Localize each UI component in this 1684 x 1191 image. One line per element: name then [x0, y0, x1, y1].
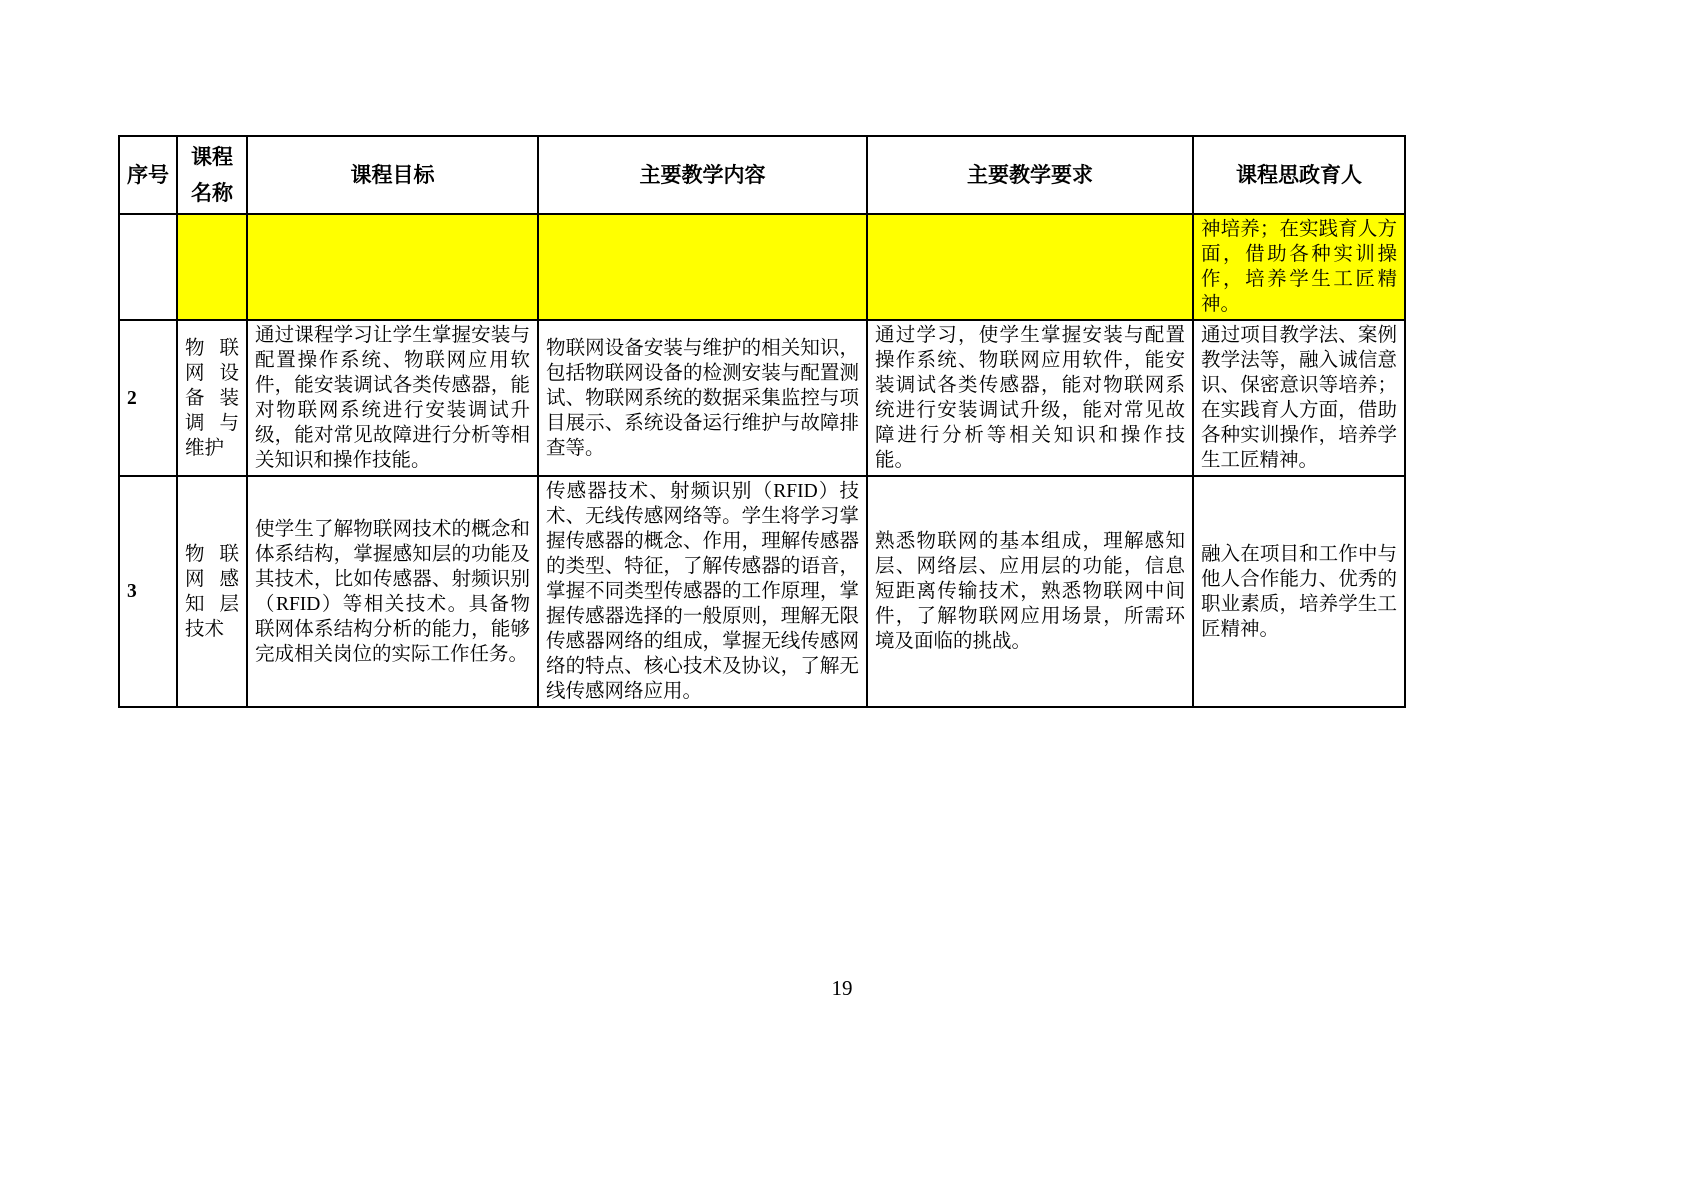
col-header-seq: 序号 — [119, 136, 177, 214]
cell-teaching-requirements: 熟悉物联网的基本组成，理解感知层、网络层、应用层的功能，信息短距离传输技术，熟悉物联网中间件，了解物联网应用场景，所需环境及面临的挑战。 — [867, 476, 1193, 707]
cell-teaching-content: 传感器技术、射频识别（RFID）技术、无线传感网络等。学生将学习掌握传感器的概念、作用，理解传感器的类型、特征，了解传感器的语音，掌握不同类型传感器的工作原理，掌握传感器选择的一般原则，理解无限传感器网络的组成，掌握无线传感网络的特点、核心技术及协议，了解无线传感网络应用。 — [538, 476, 867, 707]
cell-ideology: 融入在项目和工作中与他人合作能力、优秀的职业素质，培养学生工匠精神。 — [1193, 476, 1405, 707]
col-header-objectives: 课程目标 — [247, 136, 538, 214]
cell-objectives — [247, 214, 538, 320]
cell-course-name: 物联网感知层技术 — [177, 476, 247, 707]
cell-teaching-content: 物联网设备安装与维护的相关知识，包括物联网设备的检测安装与配置测试、物联网系统的数据采集监控与项目展示、系统设备运行维护与故障排查等。 — [538, 320, 867, 476]
course-table — [118, 135, 1406, 708]
cell-ideology: 通过项目教学法、案例教学法等，融入诚信意识、保密意识等培养；在实践育人方面，借助各种实训操作，培养学生工匠精神。 — [1193, 320, 1405, 476]
page-number: 19 — [831, 976, 853, 1000]
col-header-course-name: 课程名称 — [177, 136, 247, 214]
table-row-continuation — [119, 214, 1405, 320]
table-row — [119, 476, 1405, 707]
col-header-ideology: 课程思政育人 — [1193, 136, 1405, 214]
cell-teaching-content — [538, 214, 867, 320]
cell-teaching-requirements: 通过学习，使学生掌握安装与配置操作系统、物联网应用软件，能安装调试各类传感器，能对物联网系统进行安装调试升级，能对常见故障进行分析等相关知识和操作技能。 — [867, 320, 1193, 476]
table-row — [119, 320, 1405, 476]
table-header-row — [119, 136, 1405, 214]
cell-course-name: 物联网设备装调与维护 — [177, 320, 247, 476]
cell-course-name — [177, 214, 247, 320]
cell-ideology: 神培养；在实践育人方面，借助各种实训操作，培养学生工匠精神。 — [1193, 214, 1405, 320]
col-header-teaching-content: 主要教学内容 — [538, 136, 867, 214]
cell-seq — [119, 214, 177, 320]
cell-seq: 3 — [119, 476, 177, 707]
col-header-teaching-requirements: 主要教学要求 — [867, 136, 1193, 214]
cell-seq: 2 — [119, 320, 177, 476]
cell-objectives: 通过课程学习让学生掌握安装与配置操作系统、物联网应用软件，能安装调试各类传感器，能对物联网系统进行安装调试升级，能对常见故障进行分析等相关知识和操作技能。 — [247, 320, 538, 476]
cell-objectives: 使学生了解物联网技术的概念和体系结构，掌握感知层的功能及其技术，比如传感器、射频识别（RFID）等相关技术。具备物联网体系结构分析的能力，能够完成相关岗位的实际工作任务。 — [247, 476, 538, 707]
cell-teaching-requirements — [867, 214, 1193, 320]
